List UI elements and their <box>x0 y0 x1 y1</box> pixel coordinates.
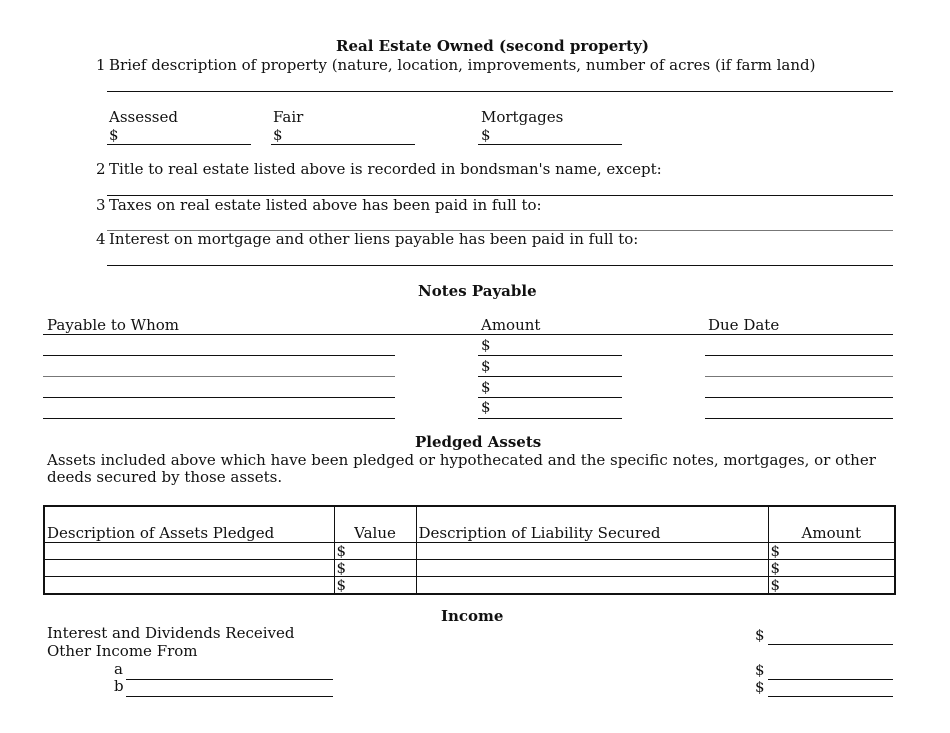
table-header-row <box>44 506 895 543</box>
item-2-label: Title to real estate listed above is recorded in bondsman's name, except: <box>109 160 662 178</box>
amount-currency-3: $ <box>481 378 491 396</box>
fair-label: Fair <box>273 108 304 126</box>
other-income-label: Other Income From <box>47 642 198 660</box>
assessed-value-field[interactable] <box>107 144 251 145</box>
liability-secured-header: Description of Liability Secured <box>416 506 768 543</box>
value-header: Value <box>334 506 416 543</box>
table-row <box>44 543 895 560</box>
amount-cell[interactable]: $ <box>768 577 895 595</box>
item-3-label: Taxes on real estate listed above has been paid in full to: <box>109 196 542 214</box>
amount-currency-1: $ <box>481 336 491 354</box>
payable-to-whom-header: Payable to Whom <box>47 316 179 334</box>
item-4-label: Interest on mortgage and other liens payable has been paid in full to: <box>109 230 639 248</box>
other-income-a-amount-field[interactable] <box>768 679 893 680</box>
amount-currency-2: $ <box>481 357 491 375</box>
other-income-a-source-field[interactable] <box>126 679 333 680</box>
value-cell[interactable]: $ <box>334 543 416 560</box>
due-date-field-3[interactable] <box>705 397 893 398</box>
interest-paid-field[interactable] <box>107 265 893 266</box>
value-cell[interactable]: $ <box>334 560 416 577</box>
amount-header: Amount <box>481 316 541 334</box>
other-income-b-amount-field[interactable] <box>768 696 893 697</box>
fair-value-field[interactable] <box>271 144 415 145</box>
assessed-currency: $ <box>109 126 119 144</box>
property-description-field[interactable] <box>107 91 893 92</box>
due-date-field-4[interactable] <box>705 418 893 419</box>
due-date-header: Due Date <box>708 316 780 334</box>
due-date-field-2[interactable] <box>705 376 893 377</box>
interest-dividends-field[interactable] <box>768 644 893 645</box>
amount-cell[interactable]: $ <box>768 560 895 577</box>
table-row <box>44 577 895 595</box>
amount-field-4[interactable] <box>478 418 622 419</box>
pledged-assets-description: Assets included above which have been pledged or hypothecated and the specific notes, mortgages, or other <box>47 451 876 469</box>
interest-dividends-currency: $ <box>755 626 765 644</box>
item-1-label: Brief description of property (nature, location, improvements, number of acres (if farm land) <box>109 56 816 74</box>
asset-description-cell[interactable] <box>44 577 334 595</box>
asset-description-cell[interactable] <box>44 543 334 560</box>
other-income-a-label: a <box>114 660 123 678</box>
value-cell[interactable]: $ <box>334 577 416 595</box>
mortgages-label: Mortgages <box>481 108 564 126</box>
payee-field-3[interactable] <box>43 397 395 398</box>
amount-cell[interactable]: $ <box>768 543 895 560</box>
other-income-b-currency: $ <box>755 678 765 696</box>
pledged-assets-table <box>43 505 896 595</box>
notes-header-rule <box>43 334 893 335</box>
liability-description-cell[interactable] <box>416 577 768 595</box>
item-4-number: 4 <box>96 230 106 248</box>
amount-currency-4: $ <box>481 398 491 416</box>
notes-payable-title: Notes Payable <box>418 282 537 300</box>
amount-field-2[interactable] <box>478 376 622 377</box>
real-estate-title: Real Estate Owned (second property) <box>336 37 649 55</box>
payee-field-4[interactable] <box>43 418 395 419</box>
due-date-field-1[interactable] <box>705 355 893 356</box>
mortgages-currency: $ <box>481 126 491 144</box>
table-row <box>44 560 895 577</box>
income-title: Income <box>441 607 504 625</box>
liability-description-cell[interactable] <box>416 543 768 560</box>
other-income-a-currency: $ <box>755 661 765 679</box>
fair-currency: $ <box>273 126 283 144</box>
other-income-b-label: b <box>114 677 124 695</box>
other-income-b-source-field[interactable] <box>126 696 333 697</box>
asset-description-cell[interactable] <box>44 560 334 577</box>
interest-dividends-label: Interest and Dividends Received <box>47 624 295 642</box>
mortgages-value-field[interactable] <box>478 144 622 145</box>
liability-description-cell[interactable] <box>416 560 768 577</box>
amount-field-1[interactable] <box>478 355 622 356</box>
item-2-number: 2 <box>96 160 106 178</box>
description-of-assets-header: Description of Assets Pledged <box>44 506 334 543</box>
pledged-assets-description-cont: deeds secured by those assets. <box>47 468 283 486</box>
amount-header: Amount <box>768 506 895 543</box>
payee-field-1[interactable] <box>43 355 395 356</box>
amount-field-3[interactable] <box>478 397 622 398</box>
assessed-label: Assessed <box>109 108 178 126</box>
item-3-number: 3 <box>96 196 106 214</box>
pledged-assets-title: Pledged Assets <box>415 433 542 451</box>
payee-field-2[interactable] <box>43 376 395 377</box>
item-1-number: 1 <box>96 56 106 74</box>
